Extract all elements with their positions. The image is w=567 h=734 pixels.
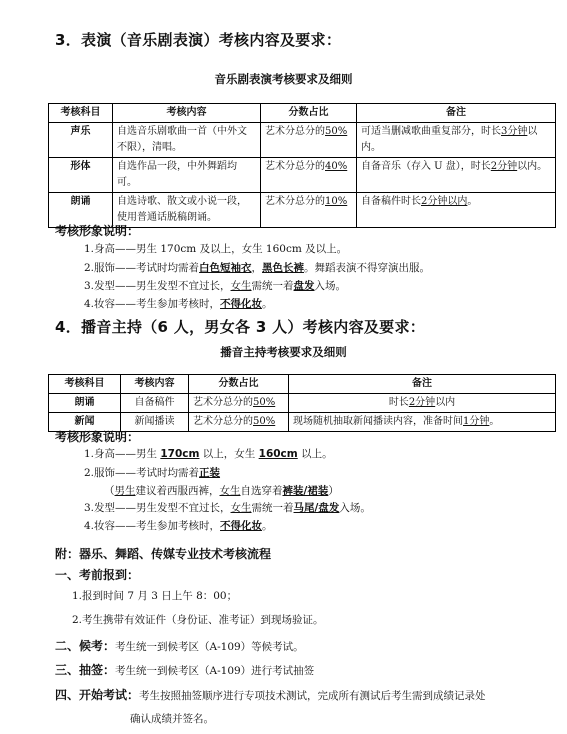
header-cell: 考核内容 xyxy=(113,104,261,123)
subject-cell: 新闻 xyxy=(49,413,121,432)
requirement-item: 4.妆容——考生参加考核时，不得化妆。 xyxy=(84,298,273,310)
header-cell: 备注 xyxy=(357,104,556,123)
requirement-item: 2.服饰——考试时均需着白色短袖衣，黑色长裤。舞蹈表演不得穿演出服。 xyxy=(84,262,431,274)
content-cell: 自备稿件 xyxy=(121,394,189,413)
table-row xyxy=(49,123,556,158)
requirement-item: （男生建议着西服西裤，女生自选穿着裤装/裙装） xyxy=(104,485,339,497)
header-cell: 考核科目 xyxy=(49,104,113,123)
header-cell: 分数占比 xyxy=(261,104,357,123)
subject-cell: 形体 xyxy=(49,158,113,193)
ratio-cell: 艺术分总分的40% xyxy=(261,158,357,193)
subject-cell: 朗诵 xyxy=(49,394,121,413)
requirement-item: 1.身高——男生 170cm 以上，女生 160cm 以上。 xyxy=(84,448,333,460)
broadcast-table xyxy=(48,374,556,432)
step-1-item: 1.报到时间 7 月 3 日上午 8：00； xyxy=(72,590,238,602)
subject-cell: 声乐 xyxy=(49,123,113,158)
musical-table xyxy=(48,103,556,228)
step-4: 四、开始考试：考生按照抽签顺序进行专项技术测试，完成所有测试后考生需到成绩记录处 xyxy=(55,688,486,702)
note-cell: 自备音乐（存入 U 盘），时长2分钟以内。 xyxy=(357,158,556,193)
header-cell: 分数占比 xyxy=(189,375,289,394)
ratio-cell: 艺术分总分的50% xyxy=(189,394,289,413)
content-cell: 新闻播读 xyxy=(121,413,189,432)
header-cell: 备注 xyxy=(289,375,556,394)
requirement-item: 3.发型——男生发型不宜过长，女生需统一着马尾/盘发入场。 xyxy=(84,502,371,514)
note-cell: 自备稿件时长2分钟以内。 xyxy=(357,193,556,228)
table-row xyxy=(49,394,556,413)
ratio-cell: 艺术分总分的50% xyxy=(189,413,289,432)
content-cell: 自选作品一段，中外舞蹈均可。 xyxy=(113,158,261,193)
step-1-label: 一、考前报到： xyxy=(55,568,140,582)
table-row xyxy=(49,158,556,193)
step-1-item: 2.考生携带有效证件（身份证、准考证）到现场验证。 xyxy=(72,614,324,626)
table-header-row xyxy=(49,104,556,123)
table-header-row xyxy=(49,375,556,394)
requirement-item: 4.妆容——考生参加考核时，不得化妆。 xyxy=(84,520,273,532)
note-cell: 可适当删减歌曲重复部分，时长3分钟以内。 xyxy=(357,123,556,158)
note-cell: 时长2分钟以内 xyxy=(289,394,556,413)
requirement-item: 1.身高——男生 170cm 及以上，女生 160cm 及以上。 xyxy=(84,243,348,255)
header-cell: 考核科目 xyxy=(49,375,121,394)
section-3-table-title: 音乐剧表演考核要求及细则 xyxy=(214,72,353,86)
image-requirements-label: 考核形象说明： xyxy=(55,430,140,444)
subject-cell: 朗诵 xyxy=(49,193,113,228)
step-3: 三、抽签：考生统一到候考区（A-109）进行考试抽签 xyxy=(55,663,315,677)
requirement-item: 3.发型——男生发型不宜过长，女生需统一着盘发入场。 xyxy=(84,280,347,292)
note-cell: 现场随机抽取新闻播读内容，准备时间1分钟。 xyxy=(289,413,556,432)
header-cell: 考核内容 xyxy=(121,375,189,394)
requirement-item: 2.服饰——考试时均需着正装 xyxy=(84,467,221,479)
appendix-heading: 附：器乐、舞蹈、传媒专业技术考核流程 xyxy=(55,547,272,561)
section-3-heading: 3．表演（音乐剧表演）考核内容及要求： xyxy=(55,31,342,49)
step-4-continuation: 确认成绩并签名。 xyxy=(130,713,214,725)
content-cell: 自选诗歌、散文或小说一段，使用普通话脱稿朗诵。 xyxy=(113,193,261,228)
content-cell: 自选音乐剧歌曲一首（中外文不限），清唱。 xyxy=(113,123,261,158)
image-requirements-label: 考核形象说明： xyxy=(55,224,140,238)
ratio-cell: 艺术分总分的50% xyxy=(261,123,357,158)
step-2: 二、候考：考生统一到候考区（A-109）等候考试。 xyxy=(55,639,304,653)
section-4-table-title: 播音主持考核要求及细则 xyxy=(220,345,347,359)
section-4-heading: 4．播音主持（6 人，男女各 3 人）考核内容及要求： xyxy=(55,318,426,336)
ratio-cell: 艺术分总分的10% xyxy=(261,193,357,228)
